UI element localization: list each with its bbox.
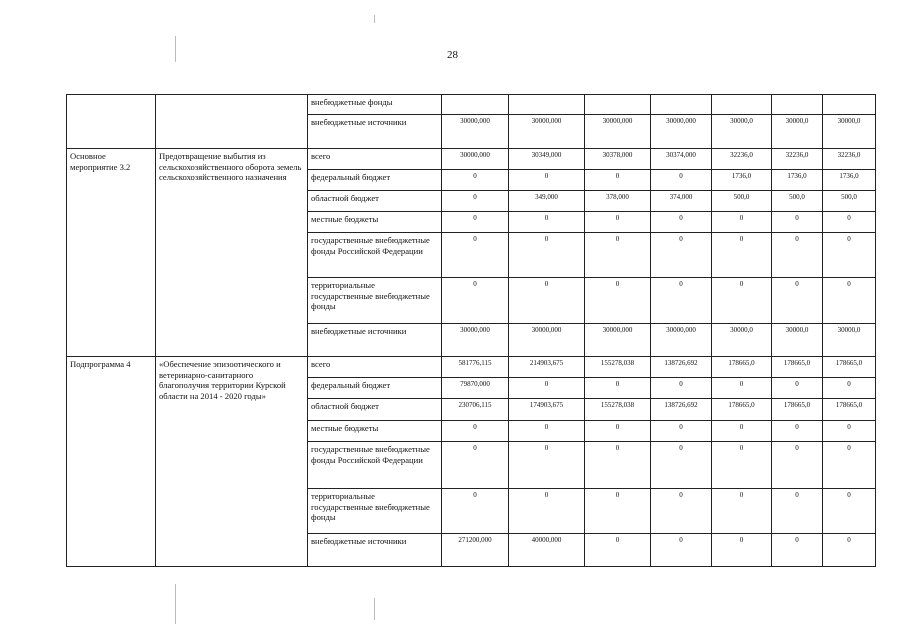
value-cell: 0 bbox=[712, 212, 772, 233]
funding-source-cell: местные бюджеты bbox=[308, 421, 442, 442]
value-cell: 30000,000 bbox=[509, 324, 585, 357]
value-cell: 178665,0 bbox=[712, 399, 772, 421]
value-cell: 30000,000 bbox=[585, 324, 651, 357]
value-cell: 500,0 bbox=[712, 191, 772, 212]
value-cell: 271200,000 bbox=[442, 534, 509, 567]
value-cell: 0 bbox=[442, 191, 509, 212]
funding-source-cell: государственные внебюджетные фонды Российской Федерации bbox=[308, 442, 442, 489]
value-cell: 0 bbox=[585, 421, 651, 442]
value-cell: 0 bbox=[772, 212, 823, 233]
value-cell bbox=[585, 95, 651, 115]
value-cell: 155278,038 bbox=[585, 399, 651, 421]
value-cell: 0 bbox=[651, 212, 712, 233]
value-cell: 0 bbox=[585, 170, 651, 191]
value-cell: 138726,692 bbox=[651, 399, 712, 421]
value-cell: 178665,0 bbox=[712, 357, 772, 378]
value-cell: 30374,000 bbox=[651, 149, 712, 170]
value-cell: 30000,0 bbox=[712, 324, 772, 357]
value-cell: 0 bbox=[651, 170, 712, 191]
value-cell: 0 bbox=[442, 233, 509, 278]
funding-source-cell: всего bbox=[308, 357, 442, 378]
value-cell: 500,0 bbox=[772, 191, 823, 212]
funding-source-cell: федеральный бюджет bbox=[308, 378, 442, 399]
value-cell: 0 bbox=[585, 233, 651, 278]
value-cell: 0 bbox=[823, 421, 876, 442]
value-cell: 0 bbox=[509, 378, 585, 399]
funding-source-cell: государственные внебюджетные фонды Российской Федерации bbox=[308, 233, 442, 278]
funding-source-cell: внебюджетные источники bbox=[308, 324, 442, 357]
value-cell: 0 bbox=[712, 534, 772, 567]
value-cell: 0 bbox=[651, 278, 712, 324]
value-cell: 349,000 bbox=[509, 191, 585, 212]
value-cell: 0 bbox=[442, 442, 509, 489]
value-cell: 0 bbox=[651, 378, 712, 399]
value-cell: 1736,0 bbox=[772, 170, 823, 191]
value-cell: 0 bbox=[772, 233, 823, 278]
value-cell: 0 bbox=[772, 421, 823, 442]
value-cell: 30000,0 bbox=[823, 324, 876, 357]
program-name-cell bbox=[156, 95, 308, 149]
value-cell: 30000,0 bbox=[772, 324, 823, 357]
funding-source-cell: внебюджетные источники bbox=[308, 115, 442, 149]
value-cell: 1736,0 bbox=[712, 170, 772, 191]
funding-source-cell: областной бюджет bbox=[308, 399, 442, 421]
value-cell: 0 bbox=[651, 534, 712, 567]
value-cell: 174903,675 bbox=[509, 399, 585, 421]
value-cell: 500,0 bbox=[823, 191, 876, 212]
value-cell: 178665,0 bbox=[823, 357, 876, 378]
value-cell: 0 bbox=[509, 233, 585, 278]
value-cell: 30000,000 bbox=[585, 115, 651, 149]
value-cell: 0 bbox=[712, 489, 772, 534]
value-cell: 30000,000 bbox=[509, 115, 585, 149]
value-cell: 374,000 bbox=[651, 191, 712, 212]
value-cell: 0 bbox=[509, 442, 585, 489]
value-cell: 0 bbox=[712, 378, 772, 399]
funding-source-cell: внебюджетные фонды bbox=[308, 95, 442, 115]
program-name-cell: Предотвращение выбытия из сельскохозяйственного оборота земель сельскохозяйственного назначения bbox=[156, 149, 308, 357]
value-cell: 1736,0 bbox=[823, 170, 876, 191]
value-cell: 0 bbox=[823, 442, 876, 489]
value-cell bbox=[772, 95, 823, 115]
value-cell: 0 bbox=[442, 170, 509, 191]
funding-source-cell: федеральный бюджет bbox=[308, 170, 442, 191]
value-cell: 230706,115 bbox=[442, 399, 509, 421]
program-code-cell: Основное мероприятие 3.2 bbox=[67, 149, 156, 357]
value-cell bbox=[651, 95, 712, 115]
value-cell: 138726,692 bbox=[651, 357, 712, 378]
value-cell: 0 bbox=[651, 489, 712, 534]
value-cell bbox=[712, 95, 772, 115]
value-cell: 0 bbox=[509, 421, 585, 442]
value-cell: 32236,0 bbox=[823, 149, 876, 170]
value-cell: 0 bbox=[772, 534, 823, 567]
value-cell: 0 bbox=[585, 534, 651, 567]
value-cell: 30000,0 bbox=[712, 115, 772, 149]
value-cell: 0 bbox=[823, 278, 876, 324]
value-cell: 0 bbox=[585, 278, 651, 324]
value-cell: 0 bbox=[772, 278, 823, 324]
value-cell: 0 bbox=[772, 378, 823, 399]
value-cell: 0 bbox=[651, 421, 712, 442]
value-cell: 0 bbox=[442, 421, 509, 442]
value-cell: 0 bbox=[712, 278, 772, 324]
program-code-cell bbox=[67, 95, 156, 149]
value-cell: 0 bbox=[509, 278, 585, 324]
scan-mark bbox=[374, 15, 375, 23]
value-cell: 0 bbox=[712, 233, 772, 278]
value-cell: 178665,0 bbox=[772, 399, 823, 421]
funding-source-cell: всего bbox=[308, 149, 442, 170]
scan-mark bbox=[175, 584, 176, 624]
value-cell bbox=[823, 95, 876, 115]
value-cell: 214903,675 bbox=[509, 357, 585, 378]
value-cell: 79870,000 bbox=[442, 378, 509, 399]
scan-mark bbox=[175, 36, 176, 62]
value-cell: 0 bbox=[509, 212, 585, 233]
value-cell: 581776,115 bbox=[442, 357, 509, 378]
value-cell: 0 bbox=[585, 442, 651, 489]
value-cell: 30000,000 bbox=[651, 324, 712, 357]
program-code-cell: Подпрограмма 4 bbox=[67, 357, 156, 567]
scan-mark bbox=[374, 598, 375, 620]
value-cell: 30000,000 bbox=[651, 115, 712, 149]
value-cell: 30000,000 bbox=[442, 149, 509, 170]
value-cell: 30378,000 bbox=[585, 149, 651, 170]
value-cell: 0 bbox=[823, 378, 876, 399]
value-cell: 378,000 bbox=[585, 191, 651, 212]
funding-source-cell: областной бюджет bbox=[308, 191, 442, 212]
value-cell bbox=[442, 95, 509, 115]
value-cell: 30349,000 bbox=[509, 149, 585, 170]
value-cell: 30000,000 bbox=[442, 324, 509, 357]
value-cell: 0 bbox=[712, 421, 772, 442]
value-cell: 0 bbox=[823, 489, 876, 534]
value-cell: 178665,0 bbox=[823, 399, 876, 421]
value-cell: 155278,038 bbox=[585, 357, 651, 378]
table-row bbox=[67, 95, 876, 115]
program-name-cell: «Обеспечение эпизоотического и ветеринарно-санитарного благополучия территории Курской области на 2014 - 2020 годы» bbox=[156, 357, 308, 567]
value-cell: 0 bbox=[772, 442, 823, 489]
value-cell: 0 bbox=[585, 489, 651, 534]
value-cell: 0 bbox=[442, 278, 509, 324]
value-cell: 0 bbox=[651, 233, 712, 278]
value-cell: 0 bbox=[442, 489, 509, 534]
value-cell bbox=[509, 95, 585, 115]
value-cell: 0 bbox=[651, 442, 712, 489]
value-cell: 178665,0 bbox=[772, 357, 823, 378]
value-cell: 30000,0 bbox=[772, 115, 823, 149]
value-cell: 32236,0 bbox=[712, 149, 772, 170]
value-cell: 30000,000 bbox=[442, 115, 509, 149]
value-cell: 0 bbox=[772, 489, 823, 534]
funding-source-cell: внебюджетные источники bbox=[308, 534, 442, 567]
value-cell: 0 bbox=[585, 212, 651, 233]
funding-source-cell: территориальные государственные внебюджетные фонды bbox=[308, 489, 442, 534]
value-cell: 0 bbox=[509, 170, 585, 191]
table-row bbox=[67, 357, 876, 378]
value-cell: 0 bbox=[585, 378, 651, 399]
budget-table bbox=[66, 94, 876, 567]
table-row bbox=[67, 149, 876, 170]
page-number: 28 bbox=[447, 49, 458, 61]
value-cell: 0 bbox=[823, 534, 876, 567]
value-cell: 30000,0 bbox=[823, 115, 876, 149]
value-cell: 0 bbox=[823, 212, 876, 233]
funding-source-cell: местные бюджеты bbox=[308, 212, 442, 233]
value-cell: 0 bbox=[509, 489, 585, 534]
value-cell: 40000,000 bbox=[509, 534, 585, 567]
value-cell: 32236,0 bbox=[772, 149, 823, 170]
value-cell: 0 bbox=[712, 442, 772, 489]
value-cell: 0 bbox=[823, 233, 876, 278]
funding-source-cell: территориальные государственные внебюджетные фонды bbox=[308, 278, 442, 324]
value-cell: 0 bbox=[442, 212, 509, 233]
